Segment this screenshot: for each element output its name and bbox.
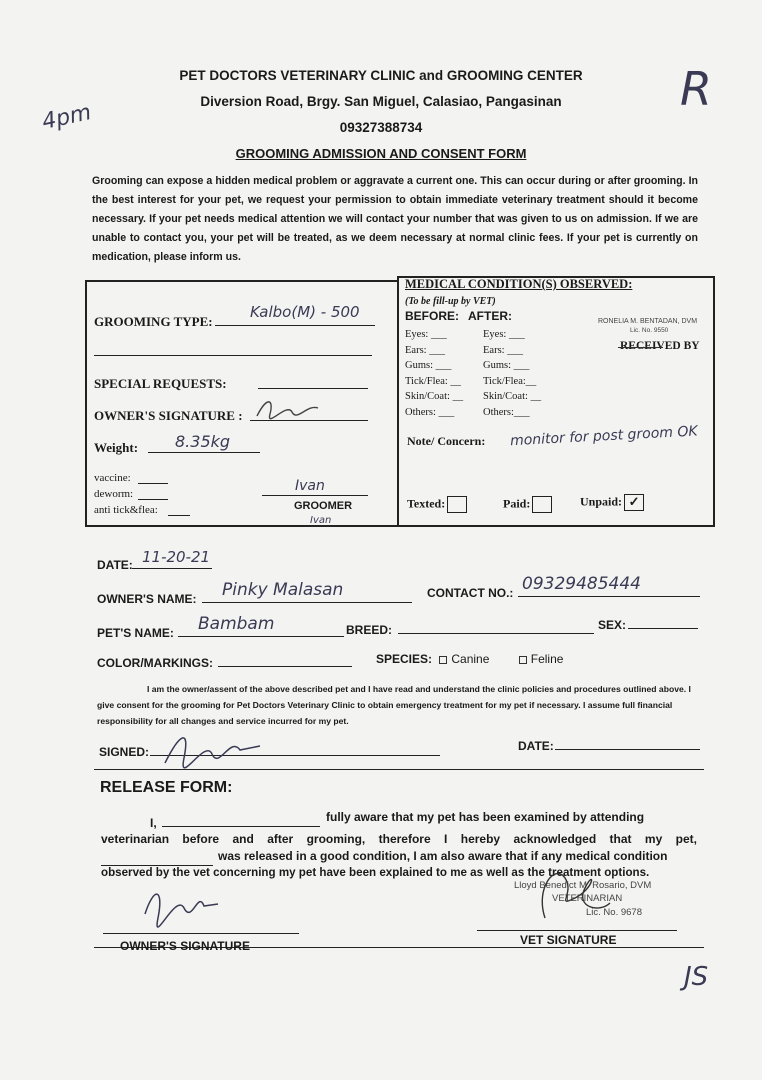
vet-stamp-name: Lloyd Benedict M. Rosario, DVM bbox=[514, 880, 652, 891]
sex-label: SEX: bbox=[598, 618, 627, 632]
vet-sig-line[interactable] bbox=[477, 930, 677, 931]
before-ears: Ears: bbox=[405, 344, 427, 356]
feline-label: Feline bbox=[530, 652, 564, 666]
unpaid-label: Unpaid: bbox=[580, 494, 623, 509]
contact-value[interactable]: 09329485444 bbox=[522, 574, 641, 594]
groomer-name-below: Ivan bbox=[310, 515, 332, 526]
clinic-phone: 09327388734 bbox=[339, 120, 423, 135]
canine-checkbox[interactable] bbox=[439, 656, 447, 664]
note-label: Note/ Concern: bbox=[407, 434, 486, 448]
received-strike bbox=[618, 347, 663, 348]
unpaid-checkbox[interactable]: ✓ bbox=[624, 494, 644, 511]
after-tick: Tick/Flea: bbox=[483, 375, 526, 387]
vet-stamp-license: Lic. No. 9678 bbox=[586, 907, 642, 918]
weight-line bbox=[148, 452, 260, 453]
signed-signature-scribble bbox=[160, 728, 270, 770]
color-label: COLOR/MARKINGS: bbox=[97, 656, 213, 670]
owner-sig-line[interactable] bbox=[103, 933, 299, 934]
note-value[interactable]: monitor for post groom OK bbox=[509, 423, 698, 450]
after-ears: Ears: bbox=[483, 344, 505, 356]
anti-tick-label: anti tick&flea: bbox=[94, 504, 158, 516]
special-requests-label: SPECIAL REQUESTS: bbox=[94, 376, 227, 391]
weight-value[interactable]: 8.35kg bbox=[175, 432, 231, 451]
pet-name-label: PET'S NAME: bbox=[97, 626, 174, 640]
contact-label: CONTACT NO.: bbox=[427, 586, 514, 600]
breed-line[interactable] bbox=[398, 633, 594, 634]
contact-line bbox=[518, 596, 700, 597]
release-owner-signature-scribble bbox=[140, 884, 225, 929]
texted-label: Texted: bbox=[407, 496, 446, 511]
before-gums: Gums: bbox=[405, 360, 434, 371]
vet-signature-scribble bbox=[525, 858, 615, 928]
paid-label: Paid: bbox=[503, 496, 531, 511]
after-others: Others: bbox=[483, 406, 514, 418]
release-text-3: was released in a good condition, I am also aware that if any medical condition bbox=[218, 849, 668, 863]
signed-label: SIGNED: bbox=[99, 745, 150, 759]
groomer-name: Ivan bbox=[295, 478, 325, 494]
species-field bbox=[376, 652, 563, 666]
vet-sig-label: VET SIGNATURE bbox=[520, 933, 617, 947]
texted-field[interactable] bbox=[407, 496, 467, 513]
after-list: Eyes: ___ Ears: ___ Gums: ___ Tick/Flea:__ Skin/Coat: __ Others:___ bbox=[483, 329, 542, 418]
before-label: BEFORE: bbox=[405, 309, 459, 323]
medical-title: MEDICAL CONDITION(S) OBSERVED: bbox=[405, 277, 633, 291]
color-line[interactable] bbox=[218, 666, 352, 667]
unpaid-field[interactable] bbox=[580, 494, 644, 511]
weight-label: Weight: bbox=[94, 440, 139, 455]
owner-signature-label: OWNER'S SIGNATURE : bbox=[94, 408, 243, 423]
after-label: AFTER: bbox=[468, 309, 512, 323]
deworm-label: deworm: bbox=[94, 488, 134, 500]
intro-paragraph: Grooming can expose a hidden medical problem or aggravate a current one. This can occur during or after grooming. In the best interest for your pet, we request your permission to obtain immediate veterinary treatment should it become necessary. If your pet needs medical attention we will contact your number that was given to us on admission. If we are unable to contact you, your pet will be treated, as we deem necessary at normal clinic fees. If your pet is currently on medication, please inform us. bbox=[92, 175, 698, 263]
sex-line[interactable] bbox=[628, 628, 698, 629]
form-title: GROOMING ADMISSION AND CONSENT FORM bbox=[235, 146, 527, 161]
owner-name-value[interactable]: Pinky Malasan bbox=[222, 580, 344, 600]
margin-note-initials: JS bbox=[684, 962, 709, 992]
before-others: Others: bbox=[405, 406, 436, 418]
date-value[interactable]: 11-20-21 bbox=[142, 548, 211, 566]
release-text-1: fully aware that my pet has been examined by attending bbox=[326, 810, 645, 824]
breed-label: BREED: bbox=[346, 623, 393, 637]
release-text-4: observed by the vet concerning my pet have been explained to me as well as the treatment options. bbox=[101, 866, 650, 879]
feline-checkbox[interactable] bbox=[519, 656, 527, 664]
before-tick: Tick/Flea: bbox=[405, 375, 448, 387]
release-top-line bbox=[94, 769, 704, 770]
canine-label: Canine bbox=[451, 652, 490, 666]
margin-note-r: R bbox=[680, 62, 712, 116]
margin-note-time: 4pm bbox=[39, 100, 94, 135]
date-label: DATE: bbox=[97, 558, 133, 572]
vet-stamp-title: VETERINARIAN bbox=[552, 893, 623, 904]
grooming-type-value[interactable]: Kalbo(M) - 500 bbox=[250, 303, 360, 321]
clinic-address: Diversion Road, Brgy. San Miguel, Calasiao, Pangasinan bbox=[200, 94, 562, 109]
owner-name-label: OWNER'S NAME: bbox=[97, 592, 197, 606]
paid-field[interactable] bbox=[503, 496, 552, 513]
texted-checkbox[interactable] bbox=[447, 496, 467, 513]
date2-line[interactable] bbox=[555, 749, 700, 750]
pet-name-value[interactable]: Bambam bbox=[198, 614, 275, 634]
release-title: RELEASE FORM: bbox=[100, 779, 233, 796]
before-list: Eyes: ___ Ears: ___ Gums: ___ Tick/Flea: __ Skin/Coat: __ Others: ___ bbox=[405, 329, 464, 418]
after-skin: Skin/Coat: bbox=[483, 391, 528, 402]
deworm-line[interactable] bbox=[138, 499, 168, 500]
consent-text: I am the owner/assent of the above described pet and I have read and understand the clinic policies and procedures outlined above. I give consent for the grooming for Pet Doctors Veterinary Clinic to obtain emergency treatment for my pet if necessary. I assume full financial responsibility for all changes and service incurred for my pet. bbox=[97, 684, 691, 726]
stamp-vet-license: Lic. No. 9550 bbox=[630, 327, 669, 334]
before-skin: Skin/Coat: bbox=[405, 391, 450, 402]
release-i-label: I, bbox=[150, 816, 157, 830]
grooming-type-label: GROOMING TYPE: bbox=[94, 314, 213, 329]
after-eyes: Eyes: bbox=[483, 329, 507, 340]
clinic-name: PET DOCTORS VETERINARY CLINIC and GROOMING CENTER bbox=[179, 68, 583, 83]
owner-sig-label: OWNER'S SIGNATURE bbox=[120, 939, 250, 953]
before-eyes: Eyes: bbox=[405, 329, 429, 340]
species-label: SPECIES: bbox=[376, 652, 433, 666]
owner-name-line bbox=[202, 602, 412, 603]
stamp-vet-name: RONELIA M. BENTADAN, DVM bbox=[598, 318, 698, 325]
groomer-line bbox=[262, 495, 368, 496]
pet-name-line bbox=[178, 636, 344, 637]
vaccine-label: vaccine: bbox=[94, 472, 131, 484]
release-name-line[interactable] bbox=[162, 826, 320, 827]
grooming-type-line-2 bbox=[94, 355, 372, 356]
release-text-2: veterinarian before and after grooming, therefore I hereby acknowledged that my pet, bbox=[101, 832, 697, 846]
paid-checkbox[interactable] bbox=[532, 496, 552, 513]
special-requests-line[interactable] bbox=[258, 388, 368, 389]
owner-signature-scribble bbox=[252, 394, 322, 424]
date2-label: DATE: bbox=[518, 739, 554, 753]
after-gums: Gums: bbox=[483, 360, 512, 371]
received-by: RECEIVED BY bbox=[620, 340, 700, 352]
grooming-type-line bbox=[215, 325, 375, 326]
medical-subtitle: (To be fill-up by VET) bbox=[405, 296, 496, 307]
date-line bbox=[132, 568, 212, 569]
groomer-label: GROOMER bbox=[294, 500, 353, 512]
vaccine-line[interactable] bbox=[138, 483, 168, 484]
anti-tick-line[interactable] bbox=[168, 515, 190, 516]
